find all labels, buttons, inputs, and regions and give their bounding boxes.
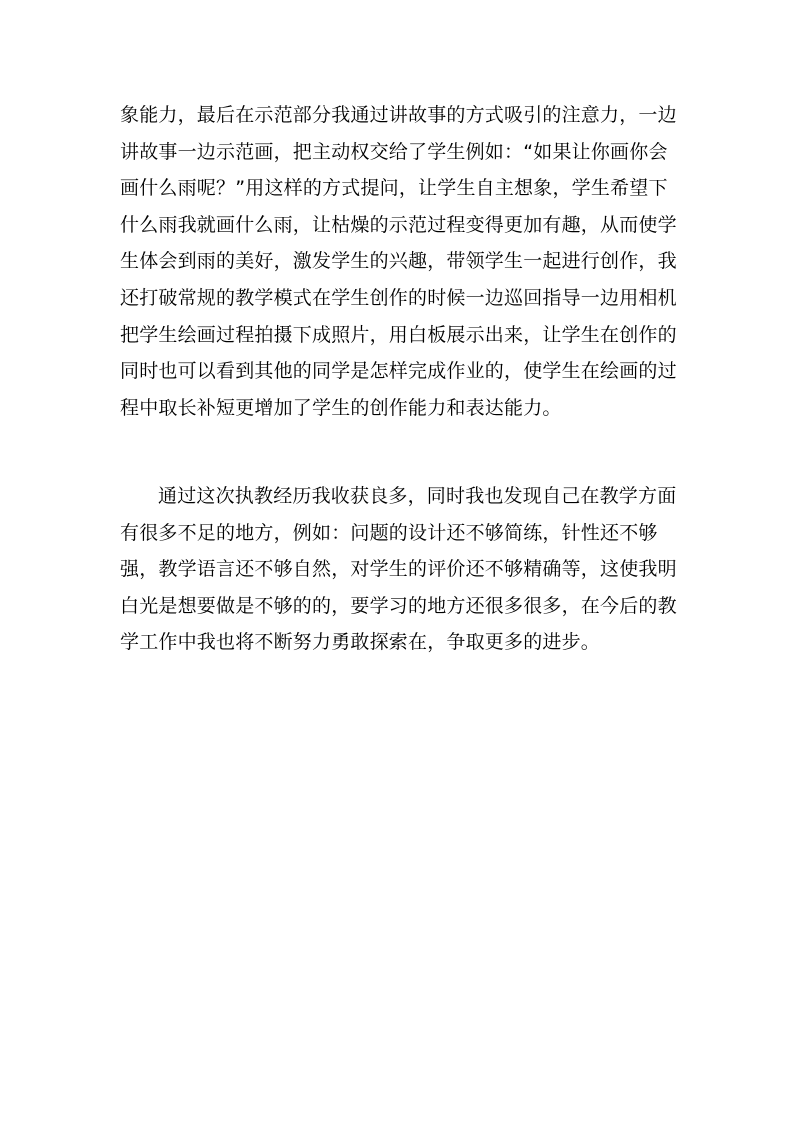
text-line: 通过这次执教经历我收获良多，同时我也发现自己在教学方面 — [158, 485, 677, 507]
text-line: 有很多不足的地方，例如：问题的设计还不够简练，针性还不够 — [120, 521, 658, 544]
text-line: 生体会到雨的美好，激发学生的兴趣，带领学生一起进行创作，我 — [120, 250, 677, 273]
text-line: 什么雨我就画什么雨，让枯燥的示范过程变得更加有趣，从而使学 — [120, 213, 677, 236]
text-line: 讲故事一边示范画，把主动权交给了学生例如：“如果让你画你会 — [120, 140, 668, 163]
text-line: 同时也可以看到其他的同学是怎样完成作业的，使学生在绘画的过 — [120, 360, 677, 383]
text-line: 象能力，最后在示范部分我通过讲故事的方式吸引的注意力，一边 — [120, 104, 677, 126]
text-line: 强，教学语言还不够自然，对学生的评价还不够精确等，这使我明 — [120, 558, 677, 581]
text-line: 学工作中我也将不断努力勇敢探索在，争取更多的进步。 — [120, 631, 601, 654]
paragraph-2 — [120, 478, 680, 661]
text-line: 程中取长补短更增加了学生的创作能力和表达能力。 — [120, 396, 562, 419]
text-line: 白光是想要做是不够的的，要学习的地方还很多很多，在今后的教 — [120, 594, 677, 617]
text-line: 画什么雨呢？”用这样的方式提问，让学生自主想象，学生希望下 — [120, 177, 668, 200]
text-line: 还打破常规的教学模式在学生创作的时候一边巡回指导一边用相机 — [120, 286, 677, 309]
paragraph-1 — [120, 97, 680, 426]
text-line: 把学生绘画过程拍摄下成照片，用白板展示出来，让学生在创作的 — [120, 323, 677, 346]
